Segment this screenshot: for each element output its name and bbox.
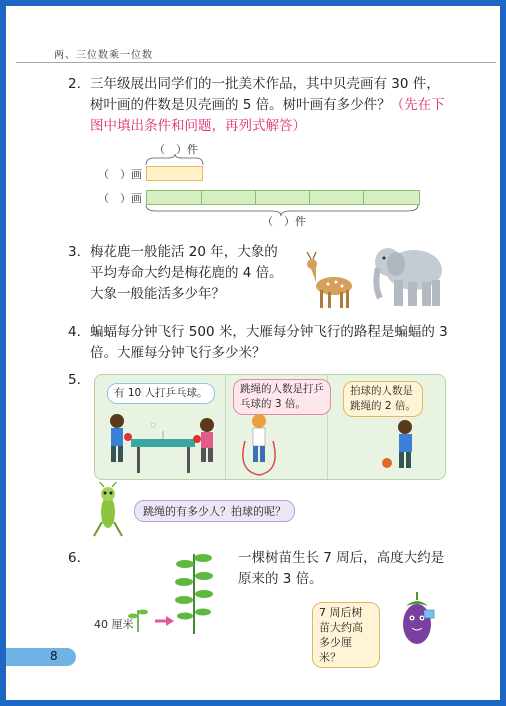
q2-bottom-label: （ ）件 (262, 215, 306, 228)
q2-hint-part2: 图中填出条件和问题，再列式解答） (90, 118, 306, 134)
bar-segment-divider (309, 191, 310, 204)
q4-line2: 倍。大雁每分钟飞行多少米？ (90, 345, 266, 361)
q2-number: 2. (68, 76, 81, 92)
q6-line1: 一棵树苗生长 7 周后，高度大约是 (238, 550, 445, 566)
q2-top-label: （ ）件 (154, 143, 198, 156)
q2-row2-label: （ ）画 (98, 192, 142, 205)
q5-question-bubble: 跳绳的有多少人？拍球的呢？ (134, 500, 295, 522)
q4-line1: 蝙蝠每分钟飞行 500 米，大雁每分钟飞行的路程是蝙蝠的 3 (90, 324, 448, 340)
shell-painting-bar (146, 166, 203, 181)
page-number: 8 (50, 649, 58, 663)
q6-line2: 原来的 3 倍。 (238, 571, 323, 587)
ping-pong-illustration (101, 411, 221, 477)
q6-height-label: 40 厘米 (94, 618, 134, 631)
q2-top-brace (144, 154, 206, 166)
jump-rope-bubble: 跳绳的人数是打乒乓球的 3 倍。 (233, 379, 331, 415)
elephant-illustration (370, 240, 446, 308)
jump-rope-illustration (239, 411, 279, 477)
q3-line1: 梅花鹿一般能活 20 年，大象的 (90, 244, 278, 260)
bar-segment-divider (363, 191, 364, 204)
q6-question-bubble: 7 周后树苗大约高多少厘米？ (312, 602, 380, 668)
leaf-painting-bar (146, 190, 420, 205)
chapter-title: 两、三位数乘一位数 (54, 50, 153, 61)
q2-text (90, 74, 490, 137)
q5-number: 5. (68, 372, 81, 388)
header-rule (16, 62, 496, 63)
tall-sapling-illustration (174, 550, 216, 636)
small-seedling-illustration (126, 604, 150, 634)
q2-line1: 三年级展出同学们的一批美术作品，其中贝壳画有 30 件， (90, 76, 440, 92)
page-number-tab (6, 648, 76, 666)
growth-arrow-icon (154, 614, 176, 628)
q4-text (90, 322, 490, 364)
bar-segment-divider (255, 191, 256, 204)
panel-divider (225, 375, 226, 479)
ping-pong-bubble: 有 10 人打乒乓球。 (107, 383, 215, 404)
ball-bounce-bubble: 拍球的人数是跳绳的 2 倍。 (343, 381, 423, 417)
q2-line2: 树叶画的件数是贝壳画的 5 倍。树叶画有多少件？ (90, 97, 391, 113)
q3-line2: 平均寿命大约是梅花鹿的 4 倍。 (90, 265, 283, 281)
textbook-page (6, 6, 500, 700)
q6-number: 6. (68, 550, 81, 566)
q3-text (90, 242, 300, 305)
q6-text (238, 548, 488, 590)
q2-hint-part1: （先在下 (390, 97, 445, 113)
q4-number: 4. (68, 324, 81, 340)
eggplant-character-illustration (398, 590, 436, 646)
q5-panel (94, 374, 446, 480)
bar-segment-divider (201, 191, 202, 204)
grasshopper-illustration (88, 482, 132, 538)
q2-row1-label: （ ）画 (98, 168, 142, 181)
q3-number: 3. (68, 244, 81, 260)
deer-illustration (304, 252, 366, 310)
ball-bounce-illustration (377, 419, 427, 477)
q3-line3: 大象一般能活多少年？ (90, 286, 225, 302)
